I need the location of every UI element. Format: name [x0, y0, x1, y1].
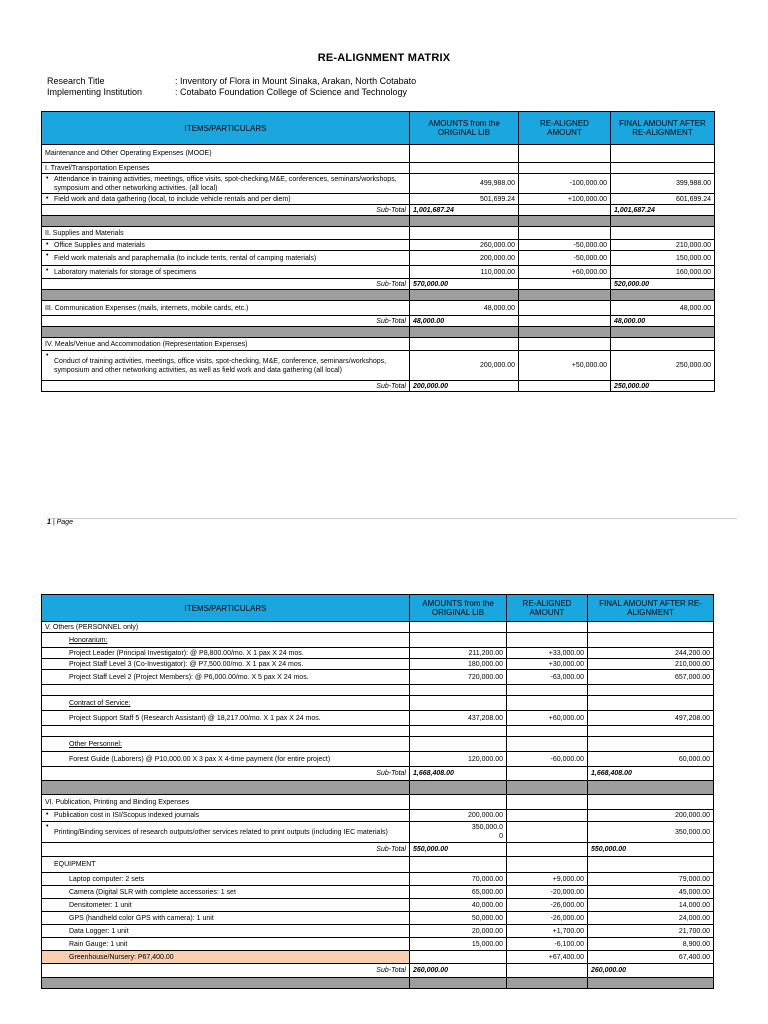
page-footer [47, 519, 73, 526]
list-item: Data Logger: 1 unit [42, 925, 410, 938]
section-personnel: V. Others (PERSONNEL only) [42, 622, 410, 633]
section-communication: III. Communication Expenses (mails, internets, mobile cards, etc.) [42, 301, 410, 316]
realignment-table-2 [41, 594, 714, 989]
cell-original: 180,000.00 [410, 659, 507, 670]
cell-realigned: -50,000.00 [519, 240, 611, 251]
cell-final: 24,000.00 [588, 912, 714, 925]
list-item: GPS (handheld color GPS with camera): 1 unit [42, 912, 410, 925]
subtotal-final: 520,000.00 [611, 279, 715, 290]
cell-final: 210,000.00 [588, 659, 714, 670]
list-item: • Publication cost in ISI/Scopus indexed journals [42, 810, 410, 822]
header-realigned: RE-ALIGNED AMOUNT [507, 595, 588, 622]
document-meta [47, 76, 416, 98]
group-honorarium: Honorarium: [42, 633, 410, 648]
cell-original: 720,000.00 [410, 670, 507, 685]
subtotal-final: 250,000.00 [611, 381, 715, 392]
cell-final: 67,400.00 [588, 951, 714, 964]
cell-realigned: +30,000.00 [507, 659, 588, 670]
cell-original-part: 0 [499, 833, 503, 840]
list-item: • Office Supplies and materials [42, 240, 410, 251]
cell-final: 210,000.00 [611, 240, 715, 251]
cell-realigned: +60,000.00 [519, 266, 611, 279]
page-title: RE-ALIGNMENT MATRIX [317, 52, 451, 64]
cell-final: 399,988.00 [611, 174, 715, 194]
cell-original: 40,000.00 [410, 899, 507, 912]
cell-final: 244,200.00 [588, 648, 714, 659]
cell-realigned: -6,100.00 [507, 938, 588, 951]
cell-final: 160,000.00 [611, 266, 715, 279]
cell-realigned: +60,000.00 [507, 711, 588, 726]
subtotal-original: 200,000.00 [410, 381, 519, 392]
cell-original [410, 822, 507, 843]
section-travel: I. Travel/Transportation Expenses [42, 163, 410, 174]
subtotal-final: 260,000.00 [588, 964, 714, 978]
group-other-personnel: Other Personnel: [42, 737, 410, 752]
subtotal-original: 48,000.00 [410, 316, 519, 327]
subtotal-final: 1,001,687.24 [611, 205, 715, 216]
section-mooe: Maintenance and Other Operating Expenses (MOOE) [42, 145, 410, 163]
list-item: • Field work and data gathering (local, to include vehicle rentals and per diem) [42, 194, 410, 205]
realignment-table-1 [41, 111, 715, 392]
research-title-label: Research Title [47, 76, 105, 86]
cell-realigned: -20,000.00 [507, 886, 588, 899]
subtotal-label: Sub-Total [42, 381, 410, 392]
cell-original: 499,988.00 [410, 174, 519, 194]
cell-realigned: -26,000.00 [507, 899, 588, 912]
page-number: 1 [47, 519, 51, 526]
cell-realigned: +100,000.00 [519, 194, 611, 205]
cell-realigned: -50,000.00 [519, 251, 611, 266]
subtotal-label: Sub-Total [42, 964, 410, 978]
section-meals: IV. Meals/Venue and Accommodation (Representation Expenses) [42, 338, 410, 351]
header-items: ITEMS/PARTICULARS [42, 595, 410, 622]
subtotal-original: 260,000.00 [410, 964, 507, 978]
cell-original: 110,000.00 [410, 266, 519, 279]
cell-original: 15,000.00 [410, 938, 507, 951]
institution-value: : Cotabato Foundation College of Science and Technology [175, 87, 407, 97]
cell-original: 50,000.00 [410, 912, 507, 925]
cell-final: 150,000.00 [611, 251, 715, 266]
cell-realigned: -63,000.00 [507, 670, 588, 685]
cell-realigned: -100,000.00 [519, 174, 611, 194]
group-contract-of-service: Contract of Service: [42, 696, 410, 711]
cell-realigned: +33,000.00 [507, 648, 588, 659]
cell-final: 350,000.00 [588, 822, 714, 843]
cell-final: 14,000.00 [588, 899, 714, 912]
cell-realigned: +9,000.00 [507, 873, 588, 886]
list-item: • Printing/Binding services of research outputs/other services related to print outputs (including IEC materials) [42, 822, 410, 843]
cell-original: 70,000.00 [410, 873, 507, 886]
subtotal-final: 48,000.00 [611, 316, 715, 327]
subtotal-original: 1,001,687.24 [410, 205, 519, 216]
cell-original: 260,000.00 [410, 240, 519, 251]
cell-final: 8,900.00 [588, 938, 714, 951]
list-item: • Attendance in training activities, meetings, office visits, spot-checking,M&E, conferences, seminars/workshops, symposium and other networking activities. (all local) [42, 174, 410, 194]
cell-final: 21,700.00 [588, 925, 714, 938]
list-item: Project Support Staff 5 (Research Assistant) @ 18,217.00/mo. X 1 pax X 24 mos. [42, 711, 410, 726]
cell-final: 60,000.00 [588, 752, 714, 767]
cell-original: 211,200.00 [410, 648, 507, 659]
header-final: FINAL AMOUNT AFTER RE-ALIGNMENT [588, 595, 714, 622]
header-final: FINAL AMOUNT AFTER RE-ALIGNMENT [611, 112, 715, 145]
list-item: Project Staff Level 3 (Co-Investigator): @ P7,500.00/mo. X 1 pax X 24 mos. [42, 659, 410, 670]
section-publication: VI. Publication, Printing and Binding Expenses [42, 795, 410, 810]
cell-original: 200,000.00 [410, 351, 519, 381]
subtotal-original: 1,668,408.00 [410, 767, 507, 781]
cell-original: 200,000.00 [410, 810, 507, 822]
header-items: ITEMS/PARTICULARS [42, 112, 410, 145]
cell-realigned: +50,000.00 [519, 351, 611, 381]
subtotal-label: Sub-Total [42, 205, 410, 216]
cell-original-part: 350,000.0 [471, 824, 503, 831]
page-divider [47, 518, 737, 519]
subtotal-label: Sub-Total [42, 843, 410, 857]
page-separator: | [50, 519, 57, 526]
cell-final: 250,000.00 [611, 351, 715, 381]
cell-original: 48,000.00 [410, 301, 519, 316]
cell-final: 657,000.00 [588, 670, 714, 685]
cell-original: 501,699.24 [410, 194, 519, 205]
cell-original: 200,000.00 [410, 251, 519, 266]
subtotal-label: Sub-Total [42, 316, 410, 327]
cell-final: 200,000.00 [588, 810, 714, 822]
cell-realigned: +67,400.00 [507, 951, 588, 964]
cell-final: 601,699.24 [611, 194, 715, 205]
list-item: Densitometer: 1 unit [42, 899, 410, 912]
subtotal-final: 550,000.00 [588, 843, 714, 857]
list-item: • Laboratory materials for storage of specimens [42, 266, 410, 279]
header-realigned: RE-ALIGNED AMOUNT [519, 112, 611, 145]
list-item: Project Leader (Principal Investigator): @ P8,800.00/mo. X 1 pax X 24 mos. [42, 648, 410, 659]
list-item-highlighted: Greenhouse/Nursery: P67,400.00 [42, 951, 410, 964]
subtotal-label: Sub-Total [42, 767, 410, 781]
cell-realigned: +1,700.00 [507, 925, 588, 938]
list-item: Rain Gauge: 1 unit [42, 938, 410, 951]
cell-final: 45,000.00 [588, 886, 714, 899]
header-original: AMOUNTS from the ORIGINAL LIB [410, 112, 519, 145]
subtotal-final: 1,668,408.00 [588, 767, 714, 781]
cell-original: 120,000.00 [410, 752, 507, 767]
cell-final: 79,000.00 [588, 873, 714, 886]
cell-original: 437,208.00 [410, 711, 507, 726]
cell-final: 48,000.00 [611, 301, 715, 316]
section-equipment: EQUIPMENT [42, 857, 410, 873]
subtotal-original: 570,000.00 [410, 279, 519, 290]
list-item: Camera (Digital SLR with complete accessories: 1 set [42, 886, 410, 899]
header-original: AMOUNTS from the ORIGINAL LIB [410, 595, 507, 622]
list-item: Forest Guide (Laborers) @ P10,000.00 X 3 pax X 4-time payment (for entire project) [42, 752, 410, 767]
list-item: Project Staff Level 2 (Project Members): @ P6,000.00/mo. X 5 pax X 24 mos. [42, 670, 410, 685]
cell-original: 20,000.00 [410, 925, 507, 938]
cell-realigned: -26,000.00 [507, 912, 588, 925]
page-label: Page [56, 519, 73, 526]
cell-original: 65,000.00 [410, 886, 507, 899]
list-item: • Field work materials and paraphernalia (to include tents, rental of camping materials) [42, 251, 410, 266]
cell-final: 497,208.00 [588, 711, 714, 726]
list-item: Laptop computer: 2 sets [42, 873, 410, 886]
cell-realigned: -60,000.00 [507, 752, 588, 767]
list-item: • Conduct of training activities, meetings, office visits, spot-checking, M&E, conference, seminars/workshops, symposium and other networking activities, as well as field work and data gathering (all local) [42, 351, 410, 381]
research-title-value: : Inventory of Flora in Mount Sinaka, Arakan, North Cotabato [175, 76, 417, 86]
subtotal-label: Sub-Total [42, 279, 410, 290]
section-supplies: II. Supplies and Materials [42, 227, 410, 240]
subtotal-original: 550,000.00 [410, 843, 507, 857]
institution-label: Implementing Institution [47, 87, 143, 97]
